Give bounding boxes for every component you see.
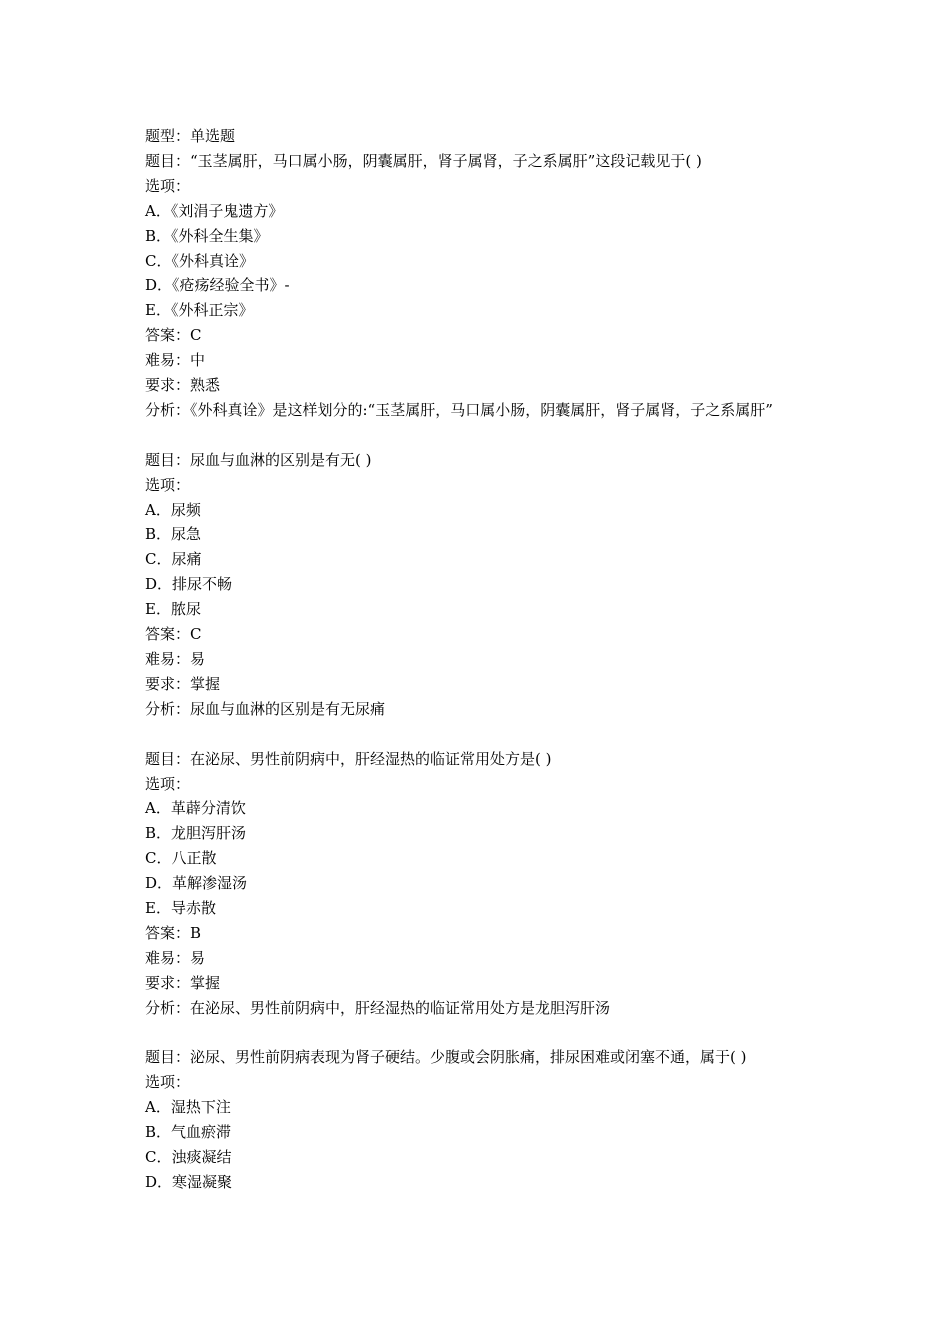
question-stem: 题目：“玉茎属肝，马口属小肠，阴囊属肝，肾子属肾，子之系属肝”这段记载见于( ) <box>145 151 702 170</box>
answer: 答案：C <box>145 326 202 345</box>
document-body <box>145 124 815 1195</box>
option-e: E．导赤散 <box>145 899 216 918</box>
option-d: D．革解渗湿汤 <box>145 874 248 893</box>
question-4 <box>145 1045 815 1194</box>
options-label: 选项： <box>145 176 191 195</box>
question-3 <box>145 747 815 1021</box>
requirement: 要求：掌握 <box>145 973 221 992</box>
difficulty: 难易：易 <box>145 948 206 967</box>
option-a: A．革薜分清饮 <box>145 799 246 818</box>
analysis: 分析：《外科真诠》是这样划分的:“玉茎属肝，马口属小肠，阴囊属肝，肾子属肾，子之系属肝” <box>145 400 773 419</box>
spacer <box>145 1021 815 1046</box>
analysis: 分析：尿血与血淋的区别是有无尿痛 <box>145 699 386 718</box>
options-label: 选项： <box>145 1073 191 1092</box>
question-stem: 题目：尿血与血淋的区别是有无( ) <box>145 450 372 469</box>
option-e: E．《外科正宗》 <box>145 301 254 320</box>
requirement: 要求：掌握 <box>145 674 221 693</box>
option-d: D．寒湿凝聚 <box>145 1173 233 1192</box>
option-d: D．《疮疡经验全书》- <box>145 276 290 295</box>
difficulty: 难易：中 <box>145 351 206 370</box>
option-c: C．八正散 <box>145 849 217 868</box>
question-stem: 题目：在泌尿、男性前阴病中，肝经湿热的临证常用处方是( ) <box>145 749 552 768</box>
answer: 答案：B <box>145 923 202 942</box>
spacer <box>145 423 815 448</box>
question-2 <box>145 448 815 722</box>
answer: 答案：C <box>145 625 202 644</box>
option-c: C．尿痛 <box>145 550 202 569</box>
option-b: B．气血瘀滞 <box>145 1123 232 1142</box>
spacer <box>145 722 815 747</box>
option-a: A．尿频 <box>145 500 201 519</box>
difficulty: 难易：易 <box>145 650 206 669</box>
question-type: 题型：单选题 <box>145 127 236 145</box>
option-c: C．《外科真诠》 <box>145 251 254 270</box>
option-a: A．湿热下注 <box>145 1098 231 1117</box>
option-b: B．龙胆泻肝汤 <box>145 824 247 843</box>
options-label: 选项： <box>145 475 191 494</box>
option-e: E．脓尿 <box>145 600 201 619</box>
question-stem: 题目：泌尿、男性前阴病表现为肾子硬结。少腹或会阴胀痛，排尿困难或闭塞不通，属于( ) <box>145 1048 747 1067</box>
requirement: 要求：熟悉 <box>145 376 221 395</box>
option-b: B．尿急 <box>145 525 202 544</box>
option-b: B．《外科全生集》 <box>145 226 269 245</box>
options-label: 选项： <box>145 774 191 793</box>
option-c: C．浊痰凝结 <box>145 1148 232 1167</box>
option-d: D．排尿不畅 <box>145 575 233 594</box>
option-a: A．《刘涓子鬼遗方》 <box>145 201 284 220</box>
question-1 <box>145 149 815 423</box>
analysis: 分析：在泌尿、男性前阴病中，肝经湿热的临证常用处方是龙胆泻肝汤 <box>145 998 611 1017</box>
